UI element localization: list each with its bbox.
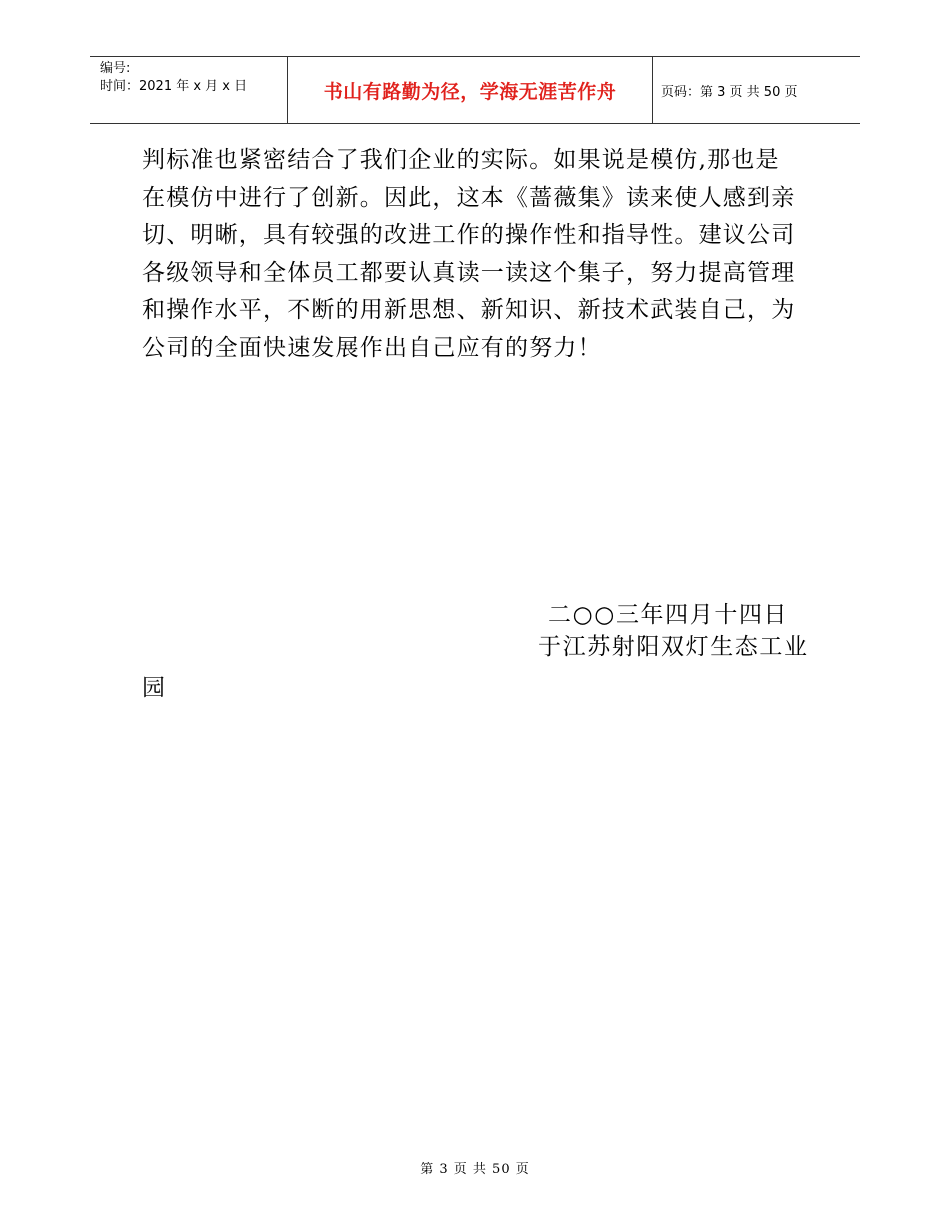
page-footer: 第 3 页 共 50 页 [420,1162,530,1177]
signature-place: 于江苏射阳双灯生态工业 [538,634,809,660]
signature-place-continued: 园 [142,675,165,701]
page-header [90,56,860,124]
body-line: 判标准也紧密结合了我们企业的实际。如果说是模仿,那也是 [142,147,780,173]
document-number-label: 编号: [100,61,131,76]
header-meta [90,57,287,123]
body-line: 各级领导和全体员工都要认真读一读这个集子，努力提高管理 [142,259,796,286]
body-line: 和操作水平，不断的用新思想、新知识、新技术武装自己，为 [142,297,796,323]
body-line: 在模仿中进行了创新。因此，这本《蔷薇集》读来使人感到亲 [142,184,796,211]
document-time-label: 时间：2021 年 x 月 x 日 [100,79,248,94]
header-motto: 书山有路勤为径，学海无涯苦作舟 [287,57,653,123]
body-text [142,142,814,367]
header-page-info: 页码：第 3 页 共 50 页 [661,84,798,100]
body-line: 公司的全面快速发展作出自己应有的努力！ [142,334,602,361]
signature-date: 二○○三年四月十四日 [548,602,789,628]
body-line: 切、明晰，具有较强的改进工作的操作性和指导性。建议公司 [142,222,796,248]
